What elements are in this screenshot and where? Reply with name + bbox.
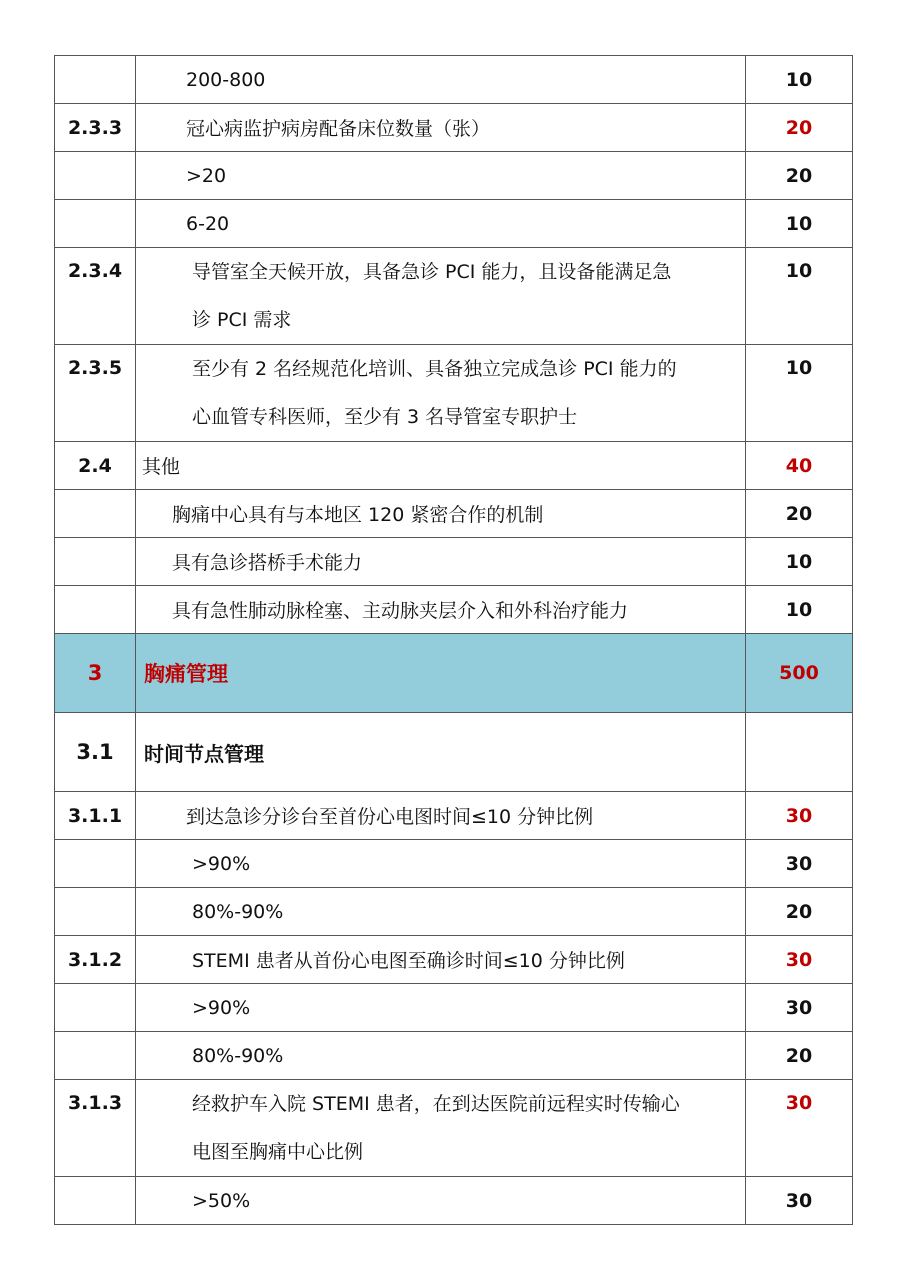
table-row — [55, 1032, 853, 1080]
item-description: >90% — [192, 996, 251, 1019]
section-score: 500 — [746, 634, 853, 713]
table-row — [55, 490, 853, 538]
subsection-score — [746, 713, 853, 792]
section-header-row — [55, 634, 853, 713]
item-code — [55, 888, 136, 936]
item-score: 30 — [746, 792, 853, 840]
item-score: 10 — [746, 56, 853, 104]
subsection-code: 3.1 — [55, 713, 136, 792]
item-description: STEMI 患者从首份心电图至确诊时间≤10 分钟比例 — [192, 950, 625, 972]
item-score: 20 — [746, 104, 853, 152]
table-row — [55, 56, 853, 104]
table-row — [55, 936, 853, 984]
item-code — [55, 1177, 136, 1225]
item-code — [55, 56, 136, 104]
item-score: 10 — [746, 345, 853, 442]
table-row — [55, 152, 853, 200]
item-code: 3.1.1 — [55, 792, 136, 840]
item-description-line: 诊 PCI 需求 — [192, 309, 292, 331]
item-description: 80%-90% — [192, 900, 284, 923]
table-row — [55, 984, 853, 1032]
item-score: 30 — [746, 1080, 853, 1177]
item-score: 30 — [746, 840, 853, 888]
item-code: 3.1.2 — [55, 936, 136, 984]
table-row — [55, 792, 853, 840]
item-score: 10 — [746, 200, 853, 248]
item-description: >50% — [192, 1189, 251, 1212]
item-code: 2.4 — [55, 442, 136, 490]
item-description: 冠心病监护病房配备床位数量（张） — [186, 118, 491, 140]
item-score: 10 — [746, 586, 853, 634]
item-description-line: 至少有 2 名经规范化培训、具备独立完成急诊 PCI 能力的 — [192, 358, 677, 380]
item-score: 20 — [746, 490, 853, 538]
item-code — [55, 200, 136, 248]
item-score: 10 — [746, 538, 853, 586]
item-score: 10 — [746, 248, 853, 345]
item-description: 200-800 — [186, 68, 266, 91]
table-row — [55, 1080, 853, 1177]
item-score: 30 — [746, 936, 853, 984]
item-description: 具有急性肺动脉栓塞、主动脉夹层介入和外科治疗能力 — [172, 600, 629, 622]
item-score: 20 — [746, 1032, 853, 1080]
section-title: 胸痛管理 — [144, 662, 228, 686]
item-code — [55, 152, 136, 200]
item-description: 其他 — [142, 456, 181, 478]
item-description: 6-20 — [186, 212, 230, 235]
item-code: 2.3.5 — [55, 345, 136, 442]
item-code — [55, 984, 136, 1032]
item-description: 80%-90% — [192, 1044, 284, 1067]
subsection-title: 时间节点管理 — [144, 741, 264, 766]
item-code: 2.3.4 — [55, 248, 136, 345]
item-description: 具有急诊搭桥手术能力 — [172, 552, 363, 574]
item-code — [55, 840, 136, 888]
item-code — [55, 1032, 136, 1080]
section-code: 3 — [55, 634, 136, 713]
item-description-line: 经救护车入院 STEMI 患者，在到达医院前远程实时传输心 — [192, 1093, 680, 1115]
item-description: 到达急诊分诊台至首份心电图时间≤10 分钟比例 — [186, 806, 594, 828]
scoring-table — [54, 55, 853, 1225]
item-score: 30 — [746, 984, 853, 1032]
item-score: 40 — [746, 442, 853, 490]
table-row — [55, 586, 853, 634]
table-row — [55, 840, 853, 888]
item-score: 20 — [746, 152, 853, 200]
item-description-line: 导管室全天候开放，具备急诊 PCI 能力，且设备能满足急 — [192, 261, 672, 283]
item-code: 3.1.3 — [55, 1080, 136, 1177]
table-row — [55, 888, 853, 936]
table-row — [55, 1177, 853, 1225]
item-code: 2.3.3 — [55, 104, 136, 152]
table-row — [55, 345, 853, 442]
item-description: >90% — [192, 852, 251, 875]
item-description: >20 — [186, 164, 227, 187]
subsection-header-row — [55, 713, 853, 792]
item-code — [55, 538, 136, 586]
table-row — [55, 104, 853, 152]
table-row — [55, 538, 853, 586]
item-code — [55, 490, 136, 538]
table-row — [55, 200, 853, 248]
item-score: 30 — [746, 1177, 853, 1225]
item-description: 胸痛中心具有与本地区 120 紧密合作的机制 — [172, 504, 544, 526]
table-row — [55, 248, 853, 345]
item-code — [55, 586, 136, 634]
item-description-line: 电图至胸痛中心比例 — [192, 1141, 364, 1163]
item-score: 20 — [746, 888, 853, 936]
table-row — [55, 442, 853, 490]
item-description-line: 心血管专科医师，至少有 3 名导管室专职护士 — [192, 406, 578, 428]
